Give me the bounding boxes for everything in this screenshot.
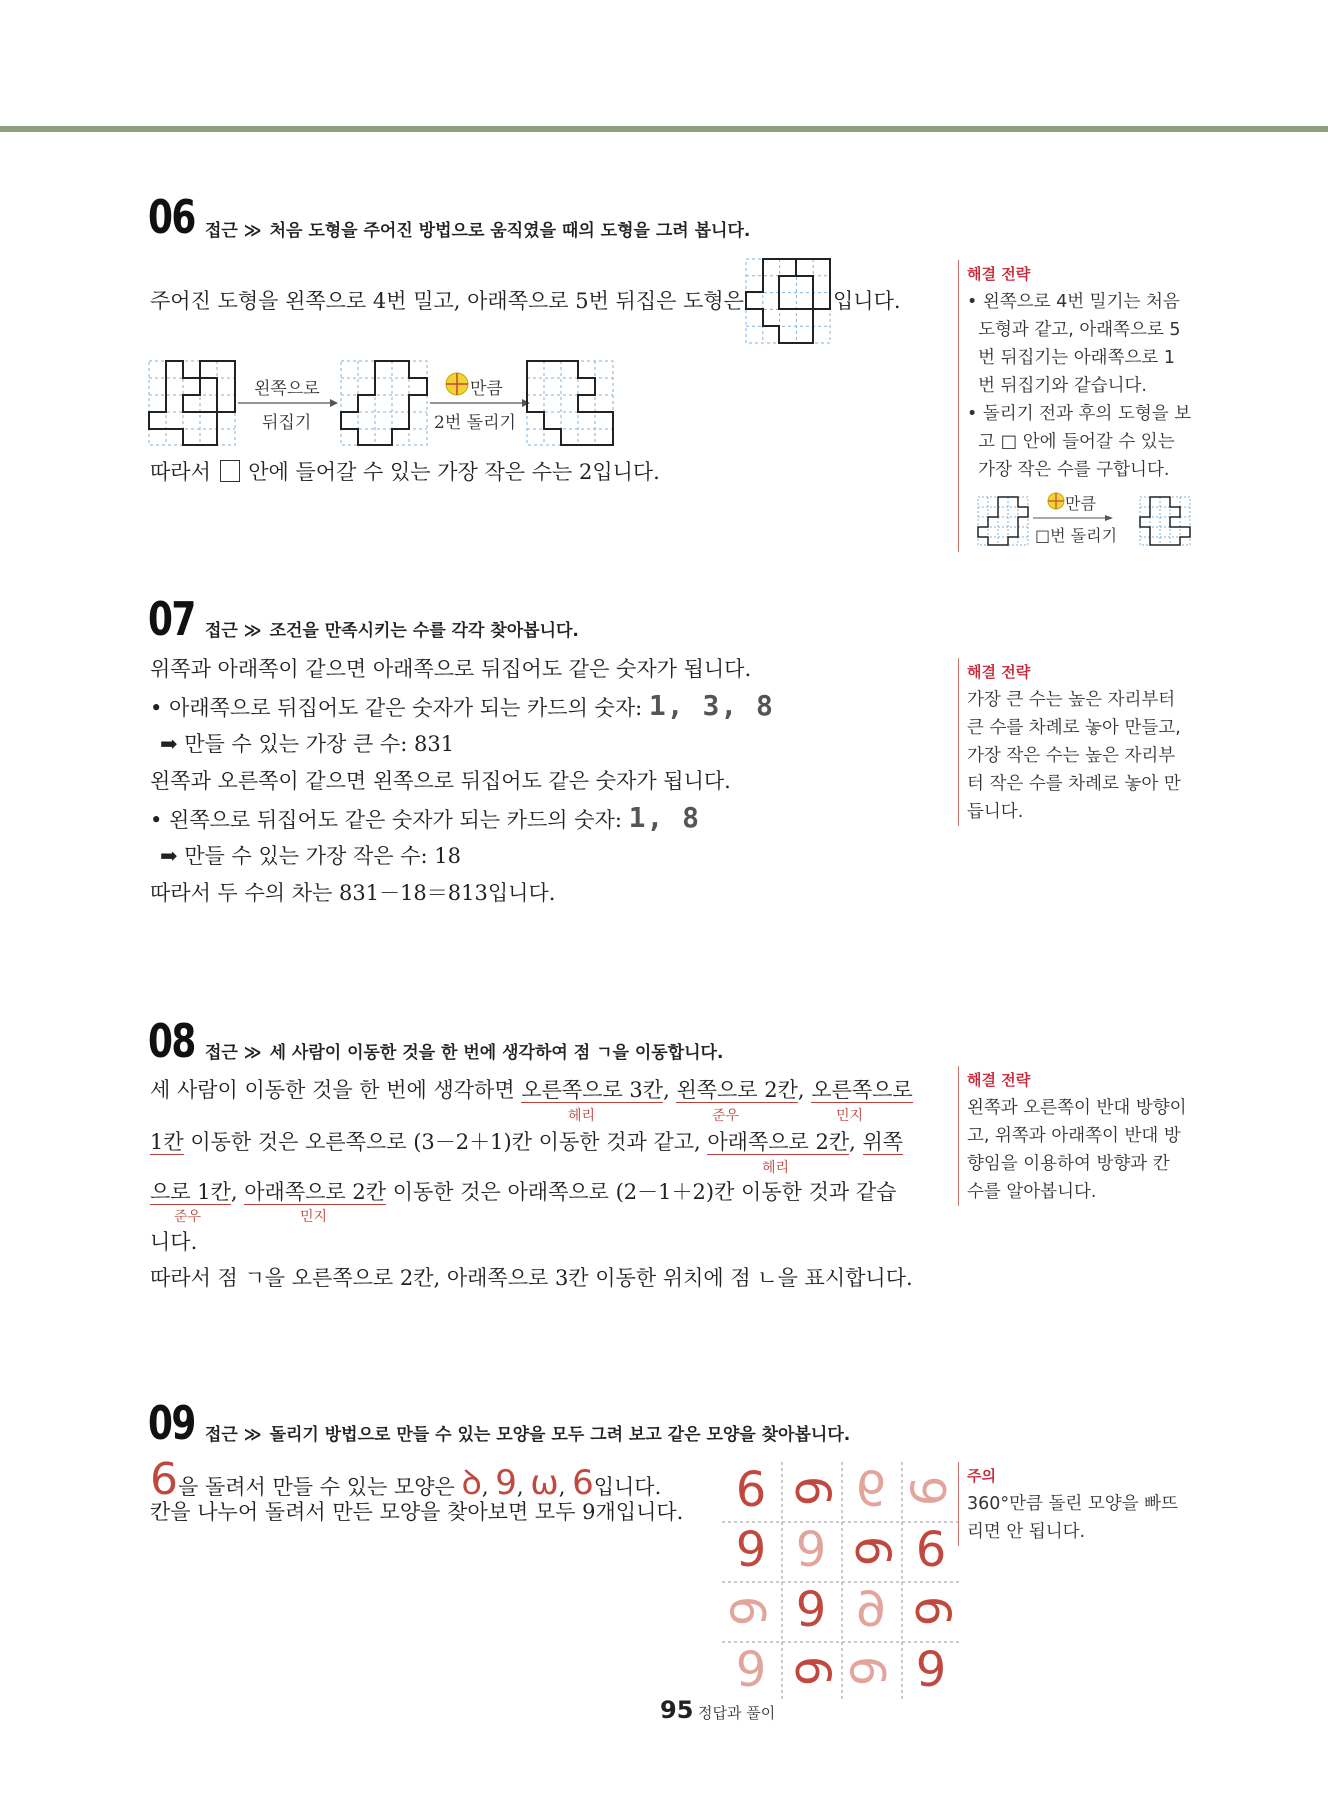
grid-glyph: 9 <box>735 1642 767 1698</box>
grid-glyph: 9 <box>855 1462 887 1518</box>
approach-07 <box>205 616 579 641</box>
p07-line: ➡ 만들 수 있는 가장 큰 수: 831 <box>160 732 455 756</box>
p09-text: 입니다. <box>593 1475 662 1499</box>
arrow2-bottom-label: 2번 돌리기 <box>434 413 516 433</box>
grid-glyph: 9 <box>915 1642 947 1698</box>
strategy-line: 가장 큰 수는 높은 자리부터 <box>967 690 1176 710</box>
grid-glyph: 6 <box>844 1535 900 1567</box>
segment-digits-1: 1, 3, 8 <box>648 689 774 722</box>
original-shape-figure <box>148 360 236 446</box>
grid-glyph: 6 <box>915 1522 947 1578</box>
strategy-tag: 해결 전략 <box>967 1071 1031 1089</box>
rotated-glyph: 6 <box>572 1463 594 1503</box>
grid-glyph: 6 <box>904 1595 960 1627</box>
p06-line1-a: 주어진 도형을 왼쪽으로 4번 밀고, 아래쪽으로 5번 뒤집은 도형은 <box>150 289 744 313</box>
grid-glyph: 9 <box>795 1582 827 1638</box>
name-label-junwoo: 준우 <box>712 1108 740 1124</box>
arrow-right-icon <box>238 398 338 408</box>
approach-label: 접근 ≫ <box>205 621 262 641</box>
move-junwoo-2-cont: 으로 1칸 <box>150 1180 231 1204</box>
grid-glyph: 9 <box>795 1522 827 1578</box>
move-herry-1: 오른쪽으로 3칸 <box>521 1078 664 1102</box>
flipped-shape-figure <box>340 360 428 446</box>
mini-arrow-bottom: □번 돌리기 <box>1035 526 1118 545</box>
grid-glyph: 6 <box>855 1582 887 1638</box>
top-accent-bar <box>0 126 1328 132</box>
problem-number-07: 07 <box>148 592 195 646</box>
approach-label: 접근 ≫ <box>205 1425 262 1445</box>
mini-arrow-top: 만큼 <box>1065 494 1096 513</box>
quarter-turn-icon <box>1047 492 1065 510</box>
rotated-glyph: ω <box>530 1463 559 1503</box>
grid-glyph: 9 <box>735 1522 767 1578</box>
rotated-glyph: ꝺ <box>461 1463 482 1503</box>
p07-line-digits2 <box>150 801 701 834</box>
mini-shape-after <box>1139 496 1191 546</box>
arrow-right-icon <box>430 398 530 408</box>
p07-line: 따라서 두 수의 차는 831－18＝813입니다. <box>150 881 556 905</box>
name-label-herry: 헤리 <box>568 1108 596 1124</box>
p07-line-text: • 아래쪽으로 뒤집어도 같은 숫자가 되는 카드의 숫자: <box>150 696 643 720</box>
grid-glyph: 6 <box>784 1475 840 1507</box>
rotated-digit-grid <box>722 1462 962 1702</box>
p08-line1: 세 사람이 이동한 것을 한 번에 생각하면 오른쪽으로 3칸, 왼쪽으로 2칸, 오른쪽으로 <box>150 1078 913 1102</box>
arrow1-bottom-label: 뒤집기 <box>262 413 312 433</box>
move-minji-1: 오른쪽으로 <box>811 1078 913 1102</box>
approach-06 <box>205 216 750 241</box>
caution-line: 리면 안 됩니다. <box>967 1522 1086 1542</box>
result-shape-figure <box>745 258 831 344</box>
approach-label: 접근 ≫ <box>205 221 262 241</box>
p08-line3: 으로 1칸, 아래쪽으로 2칸 이동한 것은 아래쪽으로 (2－1＋2)칸 이동한 것과 같습 <box>150 1180 897 1204</box>
p08-line5: 따라서 점 ㄱ을 오른쪽으로 2칸, 아래쪽으로 3칸 이동한 위치에 점 ㄴ을 표시합니다. <box>150 1266 913 1290</box>
p09-line1: 6을 돌려서 만들 수 있는 모양은 ꝺ, 9, ω, 6입니다. <box>150 1454 662 1505</box>
arrow2-top-label: 만큼 <box>470 379 503 399</box>
strategy-line: 고 □ 안에 들어갈 수 있는 <box>967 432 1175 452</box>
p06-line2-b: 안에 들어갈 수 있는 가장 작은 수는 2입니다. <box>248 460 660 484</box>
problem-number-08: 08 <box>148 1014 195 1068</box>
strategy-line: • 돌리기 전과 후의 도형을 보 <box>967 404 1192 424</box>
strategy-line: 왼쪽과 오른쪽이 반대 방향이 <box>967 1098 1187 1118</box>
p07-line-digits1 <box>150 689 774 722</box>
p07-line: 위쪽과 아래쪽이 같으면 아래쪽으로 뒤집어도 같은 숫자가 됩니다. <box>150 657 752 681</box>
approach-text: 돌리기 방법으로 만들 수 있는 모양을 모두 그려 보고 같은 모양을 찾아봅니다. <box>269 1425 851 1445</box>
name-label-minji: 민지 <box>300 1209 328 1225</box>
page-footer-label: 정답과 풀이 <box>698 1704 776 1722</box>
mini-shape-before <box>977 496 1029 546</box>
strategy-line: 번 뒤집기와 같습니다. <box>967 376 1147 396</box>
p09-line2: 칸을 나누어 돌려서 만든 모양을 찾아보면 모두 9개입니다. <box>150 1500 684 1524</box>
strategy-line: 도형과 같고, 아래쪽으로 5 <box>967 320 1181 340</box>
approach-text: 세 사람이 이동한 것을 한 번에 생각하여 점 ㄱ을 이동합니다. <box>269 1043 724 1063</box>
grid-glyph: 9 <box>722 1595 778 1627</box>
grid-glyph: 6 <box>784 1655 840 1687</box>
strategy-box-07 <box>958 658 1207 826</box>
approach-text: 처음 도형을 주어진 방법으로 움직였을 때의 도형을 그려 봅니다. <box>269 221 751 241</box>
move-junwoo-2: 위쪽 <box>862 1130 904 1154</box>
problem-number-09: 09 <box>148 1396 195 1450</box>
strategy-line: 수를 알아봅니다. <box>967 1182 1097 1202</box>
rotated-glyph: 9 <box>495 1463 517 1503</box>
p08-text: 세 사람이 이동한 것을 한 번에 생각하면 <box>150 1078 515 1102</box>
digit-six-glyph: 6 <box>150 1454 178 1505</box>
rotated-shape-figure <box>526 360 614 446</box>
p08-line4: 니다. <box>150 1230 198 1254</box>
caution-box-09 <box>958 1462 1207 1546</box>
strategy-box-06 <box>958 260 1207 552</box>
strategy-line: 큰 수를 차례로 놓아 만들고, <box>967 718 1181 738</box>
name-label-minji: 민지 <box>836 1108 864 1124</box>
p06-line2 <box>150 458 660 486</box>
problem-number-06: 06 <box>148 190 195 244</box>
grid-glyph: 9 <box>842 1655 898 1687</box>
p08-line2: 1칸 이동한 것은 오른쪽으로 (3－2＋1)칸 이동한 것과 같고, 아래쪽으로 2칸, 위쪽 <box>150 1130 904 1154</box>
approach-08 <box>205 1038 723 1063</box>
name-label-junwoo: 준우 <box>174 1209 202 1225</box>
p09-text: 을 돌려서 만들 수 있는 모양은 <box>178 1475 455 1499</box>
strategy-line: 번 뒤집기는 아래쪽으로 1 <box>967 348 1175 368</box>
move-minji-1-cont: 1칸 <box>150 1130 184 1154</box>
strategy-tag: 해결 전략 <box>967 663 1031 681</box>
blank-box <box>220 460 240 482</box>
strategy-mini-diagram <box>967 490 1207 552</box>
approach-label: 접근 ≫ <box>205 1043 262 1063</box>
strategy-line: 고, 위쪽과 아래쪽이 반대 방 <box>967 1126 1181 1146</box>
caution-tag: 주의 <box>967 1467 996 1485</box>
strategy-tag: 해결 전략 <box>967 265 1031 283</box>
grid-glyph: 6 <box>902 1475 958 1507</box>
arrow1-top-label: 왼쪽으로 <box>254 379 320 399</box>
approach-09 <box>205 1420 850 1445</box>
grid-glyph: 6 <box>735 1462 767 1518</box>
strategy-line: 듭니다. <box>967 802 1024 822</box>
p08-text: 이동한 것은 오른쪽으로 (3－2＋1)칸 이동한 것과 같고, <box>190 1130 701 1154</box>
p07-line-text: • 왼쪽으로 뒤집어도 같은 숫자가 되는 카드의 숫자: <box>150 808 622 832</box>
p06-line2-a: 따라서 <box>150 460 211 484</box>
p06-line1-b: 입니다. <box>833 289 901 313</box>
move-herry-2: 아래쪽으로 2칸 <box>707 1130 850 1154</box>
strategy-line: 가장 작은 수는 높은 자리부 <box>967 746 1176 766</box>
p07-line: 왼쪽과 오른쪽이 같으면 왼쪽으로 뒤집어도 같은 숫자가 됩니다. <box>150 769 731 793</box>
p07-line: ➡ 만들 수 있는 가장 작은 수: 18 <box>160 844 461 868</box>
arrow-right-icon <box>1033 514 1113 522</box>
strategy-line: 향임을 이용하여 방향과 칸 <box>967 1154 1170 1174</box>
page-number: 95 <box>660 1696 694 1724</box>
strategy-line: 가장 작은 수를 구합니다. <box>967 460 1170 480</box>
approach-text: 조건을 만족시키는 수를 각각 찾아봅니다. <box>269 621 579 641</box>
quarter-turn-icon <box>445 372 469 396</box>
strategy-box-08 <box>958 1066 1207 1206</box>
segment-digits-2: 1, 8 <box>628 801 701 834</box>
caution-line: 360°만큼 돌린 모양을 빠뜨 <box>967 1494 1178 1514</box>
move-minji-2: 아래쪽으로 2칸 <box>244 1180 387 1204</box>
name-label-herry: 헤리 <box>762 1160 790 1176</box>
strategy-line: 터 작은 수를 차례로 놓아 만 <box>967 774 1181 794</box>
strategy-line: • 왼쪽으로 4번 밀기는 처음 <box>967 292 1180 312</box>
move-junwoo-1: 왼쪽으로 2칸 <box>676 1078 798 1102</box>
p08-text: 이동한 것은 아래쪽으로 (2－1＋2)칸 이동한 것과 같습 <box>392 1180 897 1204</box>
